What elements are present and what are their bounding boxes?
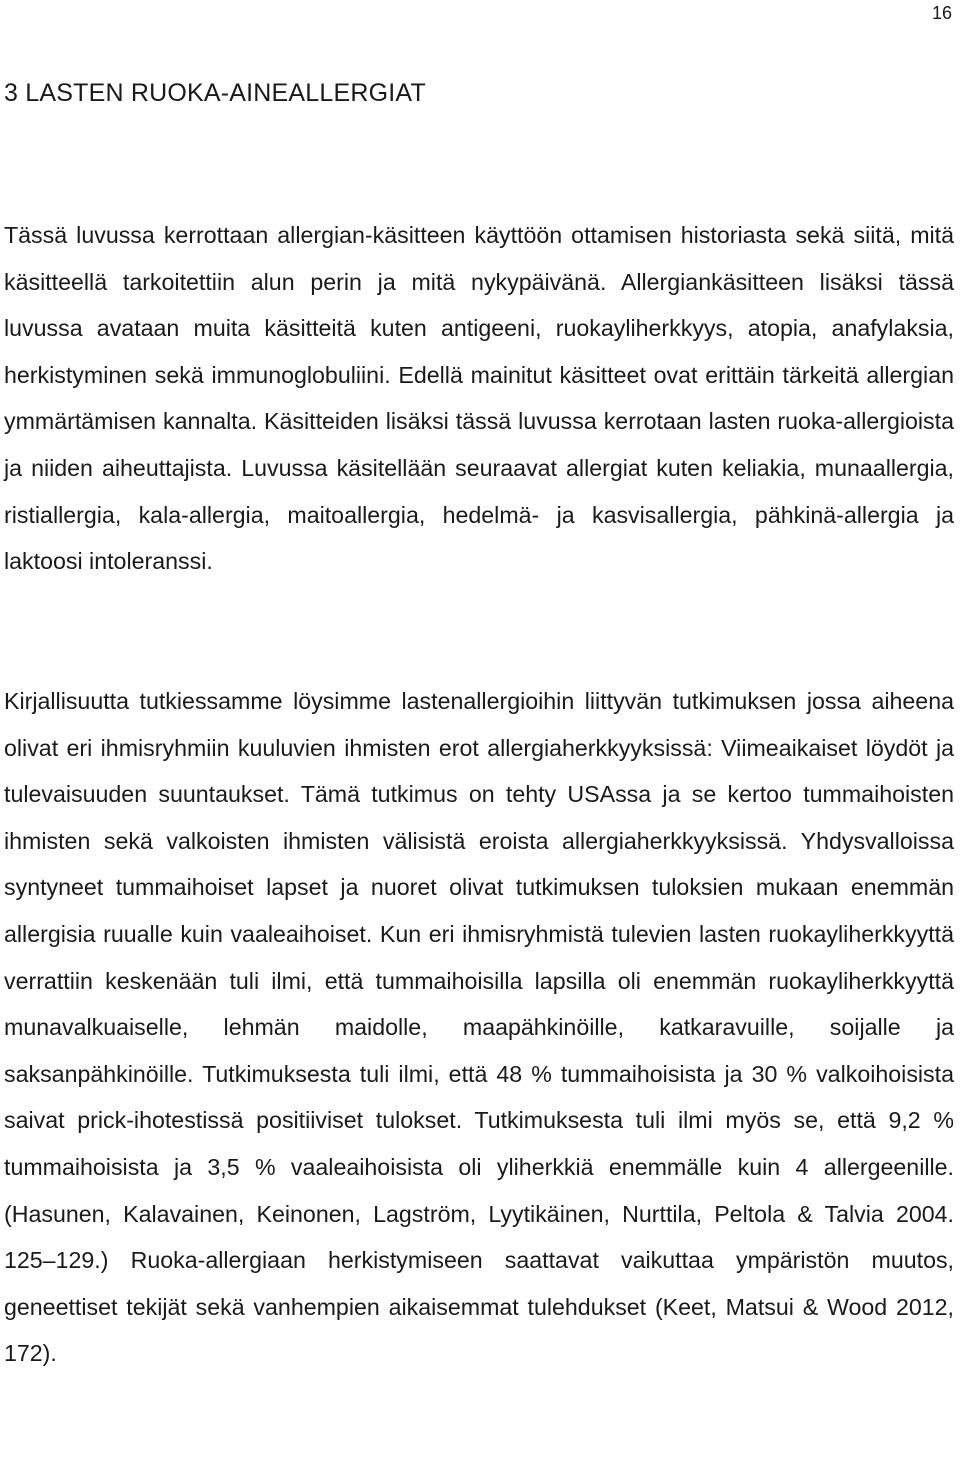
page-number: 16 <box>931 3 952 23</box>
paragraph-intro: Tässä luvussa kerrottaan allergian-käsitteen käyttöön ottamisen historiasta sekä siitä, mitä käsitteellä tarkoitettiin alun perin ja mitä nykypäivänä. Allergiankäsitteen lisäksi tässä luvussa avataan muita käsitteitä kuten antigeeni, ruokayliherkkyys, atopia, anafylaksia, herkistyminen sekä immunoglobuliini. Edellä mainitut käsitteet ovat erittäin tärkeitä allergian ymmärtämisen kannalta. Käsitteiden lisäksi tässä luvussa kerrotaan lasten ruoka-allergioista ja niiden aiheuttajista. Luvussa käsitellään seuraavat allergiat kuten keliakia, munaallergia, ristiallergia, kala-allergia, maitoallergia, hedelmä- ja kasvisallergia, pähkinä-allergia ja laktoosi intoleranssi. <box>4 222 954 575</box>
chapter-title: 3 LASTEN RUOKA-AINEALLERGIAT <box>4 79 426 107</box>
paragraph-research: Kirjallisuutta tutkiessamme löysimme lastenallergioihin liittyvän tutkimuksen jossa aiheena olivat eri ihmisryhmiin kuuluvien ihmisten erot allergiaherkkyyksissä: Viimeaikaiset löydöt ja tulevaisuuden suuntaukset. Tämä tutkimus on tehty USAssa ja se kertoo tummaihoisten ihmisten sekä valkoisten ihmisten välisistä eroista allergiaherkkyyksissä. Yhdysvalloissa syntyneet tummaihoiset lapset ja nuoret olivat tutkimuksen tuloksien mukaan enemmän allergisia ruualle kuin vaaleaihoiset. Kun eri ihmisryhmistä tulevien lasten ruokayliherkkyyttä verrattiin keskenään tuli ilmi, että tummaihoisilla lapsilla oli enemmän ruokayliherkkyyttä munavalkuaiselle, lehmän maidolle, maapähkinöille, katkaravuille, soijalle ja saksanpähkinöille. Tutkimuksesta tuli ilmi, että 48 % tummaihoisista ja 30 % valkoihoisista saivat prick-ihotestissä positiiviset tulokset. Tutkimuksesta tuli ilmi myös se, että 9,2 % tummaihoisista ja 3,5 % vaaleaihoisista oli yliherkkiä enemmälle kuin 4 allergeenille. (Hasunen, Kalavainen, Keinonen, Lagström, Lyytikäinen, Nurttila, Peltola & Talvia 2004. 125–129.) Ruoka-allergiaan herkistymiseen saattavat vaikuttaa ympäristön muutos, geneettiset tekijät sekä vanhempien aikaisemmat tulehdukset (Keet, Matsui & Wood 2012, 172). <box>4 688 954 1367</box>
